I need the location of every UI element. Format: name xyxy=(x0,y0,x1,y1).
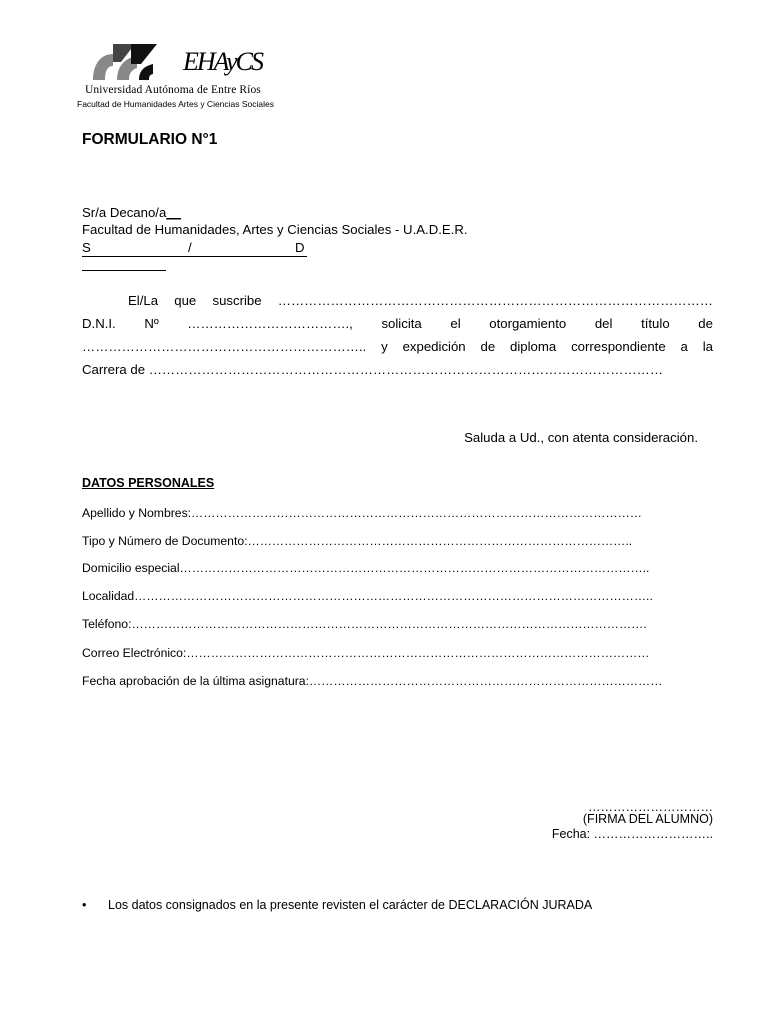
recipient-label: Sr/a Decano/a xyxy=(82,205,167,220)
body-line-1 xyxy=(82,292,713,310)
body-word: del xyxy=(594,316,613,331)
logo-monogram: EHAyCS xyxy=(183,47,262,76)
body-word: correspondiente xyxy=(571,339,666,354)
signature-date: Fecha: ……………………….. xyxy=(551,827,713,841)
recipient-blank: __ xyxy=(166,205,181,220)
sd-s: S xyxy=(82,240,91,255)
body-blank: ……………………………………………………….. xyxy=(82,339,367,354)
body-word: solicita xyxy=(381,316,422,331)
body-line-3 xyxy=(82,338,713,356)
field-correo-electronico: Correo Electrónico:…………………………………………………………………………………………………… xyxy=(82,646,650,660)
body-word: El/La xyxy=(128,293,159,308)
sd-slash: / xyxy=(188,240,192,255)
sd-d: D xyxy=(295,240,305,255)
field-domicilio-especial: Domicilio especial…………………………………………………………………………………………………….. xyxy=(82,561,650,575)
field-fecha-ultima-asignatura: Fecha aprobación de la última asignatura:…………………………………………………………………………… xyxy=(82,674,663,688)
body-blank: ………………………………., xyxy=(187,316,353,331)
signature-blank: ………………………… xyxy=(588,800,713,814)
body-line-2 xyxy=(82,315,713,333)
field-localidad: Localidad……………………………………………………………………………………………………………….. xyxy=(82,589,653,603)
field-telefono: Teléfono:………………………………………………………………………………………………………………. xyxy=(82,617,647,631)
body-word: otorgamiento xyxy=(489,316,567,331)
faculty-line: Facultad de Humanidades, Artes y Ciencias Sociales - U.A.D.E.R. xyxy=(82,222,468,237)
body-word: expedición xyxy=(402,339,466,354)
body-word: D.N.I. xyxy=(82,316,116,331)
body-word: y xyxy=(381,339,388,354)
body-word: de xyxy=(698,316,713,331)
body-word: Nº xyxy=(144,316,159,331)
recipient-line xyxy=(82,205,181,220)
field-apellido-nombres: Apellido y Nombres:………………………………………………………………………………………………… xyxy=(82,506,642,520)
body-word: el xyxy=(450,316,461,331)
body-word: diploma xyxy=(510,339,557,354)
body-word: de xyxy=(480,339,496,354)
body-word: a xyxy=(680,339,688,354)
uader-logo-graphic xyxy=(91,40,281,84)
bullet-icon: • xyxy=(82,898,87,912)
body-word: suscribe xyxy=(212,293,262,308)
closing-text: Saluda a Ud., con atenta consideración. xyxy=(464,430,698,445)
address-underline xyxy=(82,270,166,271)
body-word: título xyxy=(641,316,670,331)
logo-university-name: Universidad Autónoma de Entre Ríos xyxy=(85,84,261,96)
university-logo xyxy=(75,38,280,112)
form-title: FORMULARIO N°1 xyxy=(82,131,218,148)
sd-line xyxy=(82,240,307,257)
body-line-4: Carrera de ……………………………………………………………………………………………………… xyxy=(82,362,664,377)
signature-label: (FIRMA DEL ALUMNO) xyxy=(582,812,713,826)
body-word: que xyxy=(174,293,197,308)
note-text: Los datos consignados en la presente revisten el carácter de DECLARACIÓN JURADA xyxy=(108,898,593,912)
logo-faculty-name: Facultad de Humanidades Artes y Ciencias Sociales xyxy=(77,99,275,109)
section-title-personal-data: DATOS PERSONALES xyxy=(82,476,215,490)
body-blank: ……………………………………………………………………………………… xyxy=(277,293,713,308)
sworn-declaration-note xyxy=(82,898,592,912)
field-tipo-numero-documento: Tipo y Número de Documento:………………………………………………………………………………….. xyxy=(82,534,633,548)
body-word: la xyxy=(702,339,713,354)
